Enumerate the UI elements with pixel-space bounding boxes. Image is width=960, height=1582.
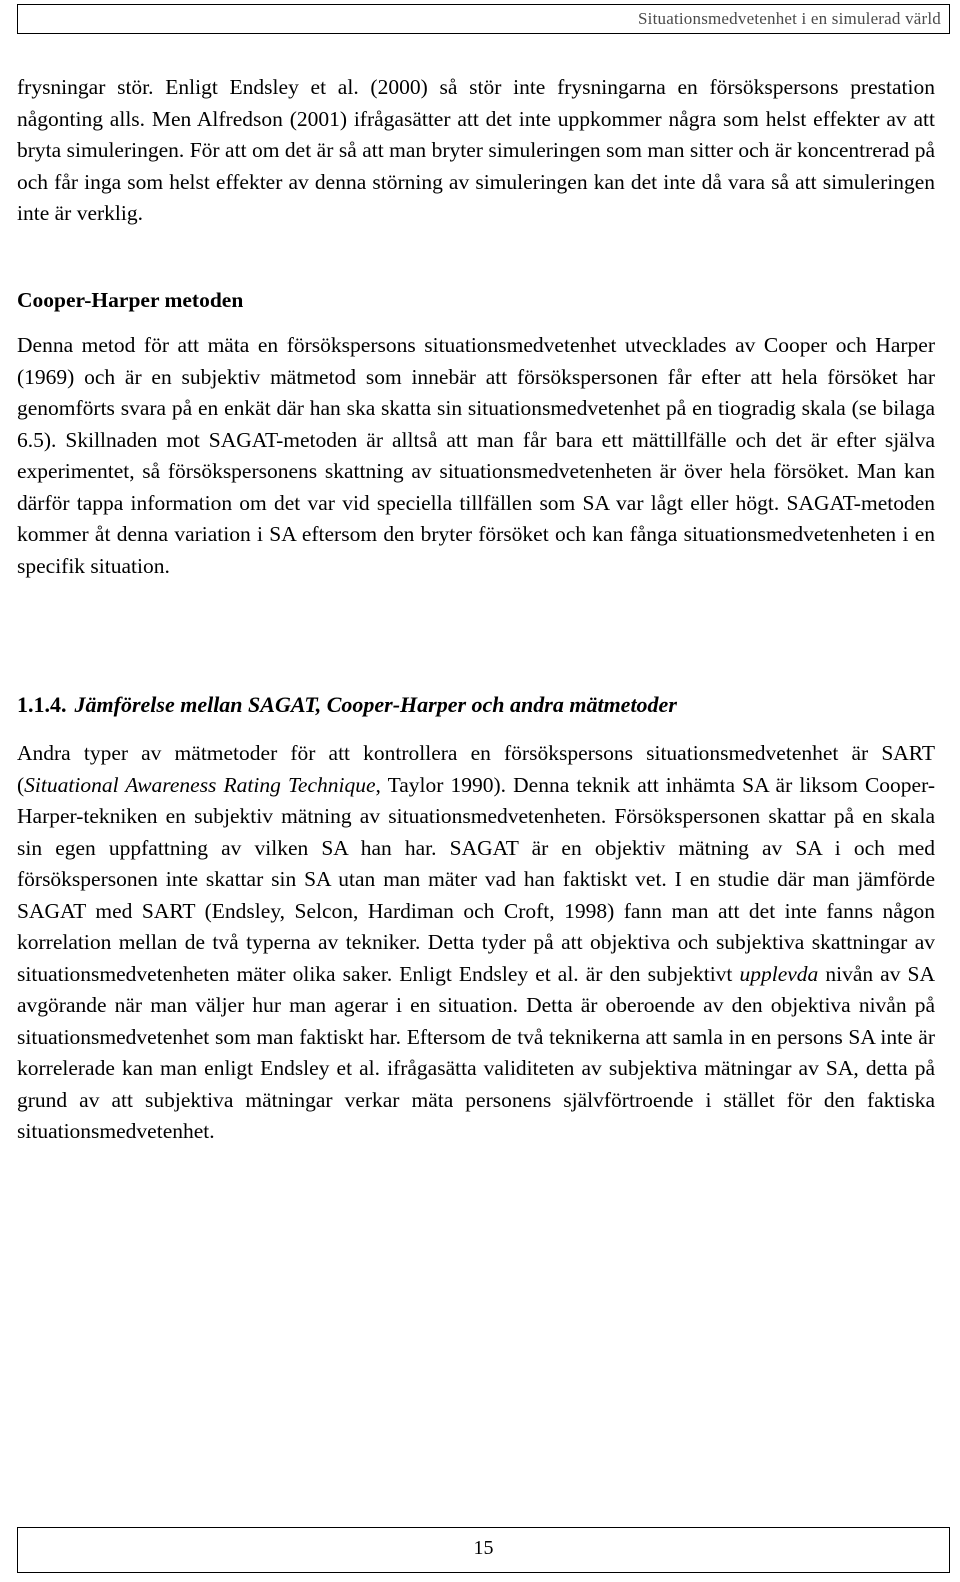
page-header (17, 4, 950, 34)
page-footer (17, 1527, 950, 1573)
running-header-title: Situationsmedvetenhet i en simulerad värld (638, 9, 941, 28)
page-number: 15 (473, 1537, 494, 1559)
paragraph-comparison-part1: Andra typer av mätmetoder för att kontrollera en försökspersons situationsmedvetenhet är SART ( (17, 741, 935, 797)
cooper-harper-heading: Cooper-Harper metoden (17, 288, 244, 312)
paragraph-comparison-part3: nivån av SA avgörande när man väljer hur man agerar i en situation. Detta är oberoende av den objektiva nivån på situationsmedvetenhet som man faktiskt har. Eftersom de två teknikerna att samla in en persons SA inte är korrelerade kan man enligt Endsley et al. ifrågasätta validiteten av subjektiva mätningar av SA, detta på grund av att subjektiva mätningar verkar mäta personens självförtroende i stället för den faktiska situationsmedvetenhet. (17, 961, 936, 1143)
paragraph-comparison (17, 738, 935, 1148)
paragraph-frysningar: frysningar stör. Enligt Endsley et al. (2000) så stör inte frysningarna en försökspersons prestation någonting alls. Men Alfredson (2001) ifrågasätter att det inte uppkommer några som helst effekter av att bryta simuleringen. För att om det är så att man bryter simuleringen som man sitter och är koncentrerad på och får inga som helst effekter av denna störning av simuleringen kan det inte då vara så att simuleringen inte är verklig. (17, 75, 935, 225)
upplevda-term: upplevda (739, 961, 819, 986)
section-title: Jämförelse mellan SAGAT, Cooper-Harper och andra mätmetoder (74, 692, 677, 717)
section-number: 1.1.4. (17, 692, 67, 717)
section-heading (17, 690, 677, 720)
paragraph-comparison-part2: , Taylor 1990). Denna teknik att inhämta SA är liksom Cooper-Harper-tekniken en subjektiv mätning av situationsmedvetenheten. Försökspersonen skattar på en skala sin egen uppfattning av vilken SA han har. SAGAT är en objektiv mätning av SA i och med försökspersonen inte skattar sin SA utan man mäter vad han faktiskt vet. I en studie där man jämförde SAGAT med SART (Endsley, Selcon, Hardiman och Croft, 1998) fann man att det inte fanns någon korrelation mellan de två typerna av tekniker. Detta tyder på att objektiva och subjektiva skattningar av situationsmedvetenheten mäter olika saker. Enligt Endsley et al. är den subjektivt (17, 772, 935, 986)
sart-expansion: Situational Awareness Rating Technique (24, 772, 376, 797)
paragraph-cooper-harper: Denna metod för att mäta en försökspersons situationsmedvetenhet utvecklades av Cooper och Harper (1969) och är en subjektiv mätmetod som innebär att försökspersonen får efter att hela försöket har genomförts svara på en enkät där han ska skatta sin situationsmedvetenhet på en tiogradig skala (se bilaga 6.5). Skillnaden mot SAGAT-metoden är alltså att man får bara ett mättillfälle och det är efter själva experimentet, så försökspersonens skattning av situationsmedvetenheten är över hela försöket. Man kan därför tappa information om det var vid speciella tillfällen som SA var lågt eller högt. SAGAT-metoden kommer åt denna variation i SA eftersom den bryter försöket och kan fånga situationsmedvetenheten i en specifik situation. (17, 333, 935, 578)
